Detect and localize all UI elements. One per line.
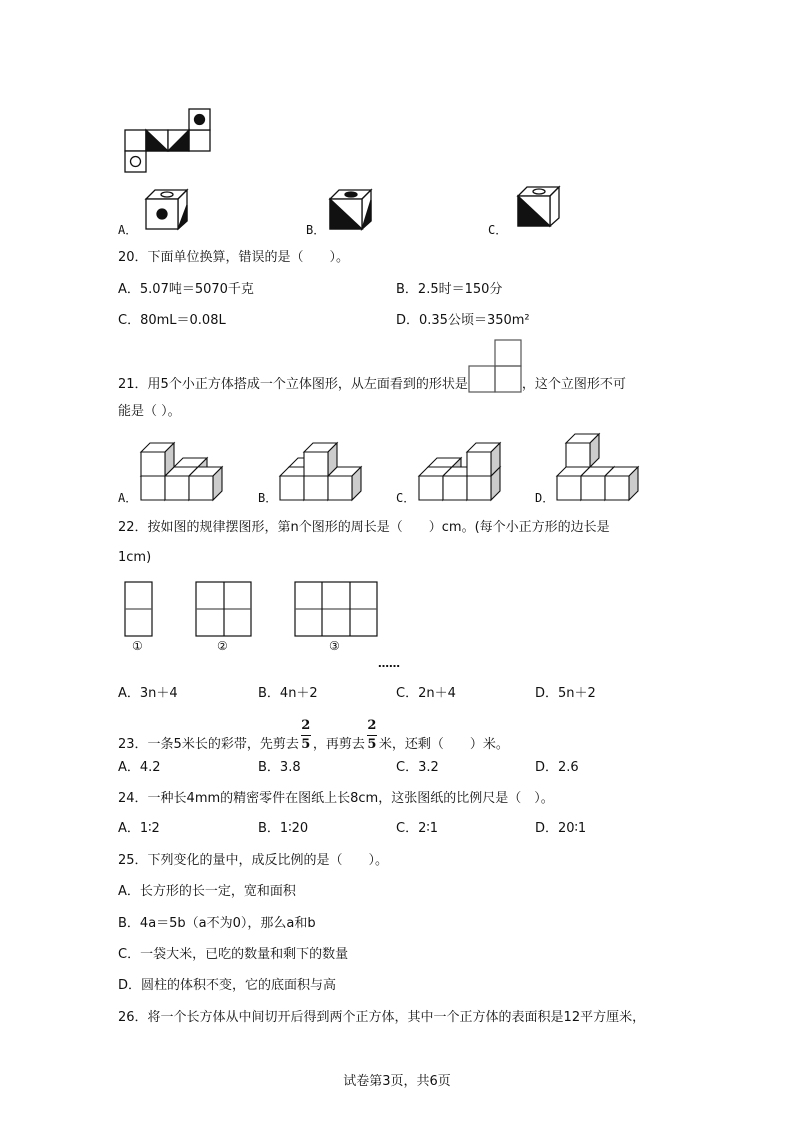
q21-option-a[interactable]: A． — [118, 491, 138, 505]
q21-option-d[interactable]: D． — [535, 491, 555, 505]
q25-option-b[interactable]: B．4a＝5b（a不为0），那么a和b — [118, 916, 316, 931]
fraction-2-5: $\frac{2}{5}$ — [367, 718, 377, 752]
cube — [328, 467, 361, 500]
page-footer: 试卷第3页，共6页 — [343, 1074, 451, 1089]
q22-option-c[interactable]: C．2n＋4 — [396, 686, 456, 701]
q23-option-d[interactable]: D．2.6 — [535, 760, 579, 775]
ellipsis: …… — [378, 657, 400, 670]
q22-stem: 22．按如图的规律摆图形，第n个图形的周长是（ ）cm。(每个小正方形的边长是 — [118, 520, 610, 535]
q23-stem-a: 23．一条5米长的彩带，先剪去 — [118, 737, 299, 752]
cube — [189, 467, 222, 500]
q19-option-c[interactable]: C． — [488, 223, 508, 237]
q26-stem: 26．将一个长方体从中间切开后得到两个正方体，其中一个正方体的表面积是12平方厘米， — [118, 1010, 646, 1025]
q19-option-a[interactable]: A． — [118, 223, 138, 237]
q20-option-c[interactable]: C．80mL＝0.08L — [118, 313, 226, 328]
q21-stem — [118, 339, 626, 393]
q23-option-c[interactable]: C．3.2 — [396, 760, 439, 775]
q21-option-b[interactable]: B． — [258, 491, 278, 505]
q20-option-d[interactable]: D．0.35公顷＝350m² — [396, 313, 530, 328]
cube — [304, 443, 337, 476]
q22-stem-cont: 1cm) — [118, 550, 152, 565]
left-view-figure — [468, 339, 522, 393]
figure-label-1: ① — [132, 639, 143, 653]
q22-pattern-figures — [0, 0, 1, 1]
q20-stem: 20．下面单位换算，错误的是（ ）。 — [118, 250, 350, 265]
q24-option-b[interactable]: B．1∶20 — [258, 821, 309, 836]
q25-option-a[interactable]: A．长方形的长一定，宽和面积 — [118, 884, 296, 899]
q19-option-b[interactable]: B． — [306, 223, 326, 237]
q24-option-d[interactable]: D．20∶1 — [535, 821, 587, 836]
fraction-2-5: $\frac{2}{5}$ — [301, 718, 311, 752]
q20-option-b[interactable]: B．2.5时＝150分 — [396, 282, 503, 297]
q24-stem: 24．一种长4mm的精密零件在图纸上长8cm，这张图纸的比例尺是（ ）。 — [118, 791, 554, 806]
q23-stem-b: ，再剪去 — [312, 737, 365, 752]
q23-stem-c: 米，还剩（ ）米。 — [378, 737, 509, 752]
q21-stem-a: 21．用5个小正方体搭成一个立体图形，从左面看到的形状是 — [118, 377, 468, 392]
cube — [566, 434, 599, 467]
q24-option-c[interactable]: C．2∶1 — [396, 821, 439, 836]
q23-option-b[interactable]: B．3.8 — [258, 760, 301, 775]
cube — [605, 467, 638, 500]
q21-stem-b: ，这个立图形不可 — [521, 377, 626, 392]
q22-option-a[interactable]: A．3n＋4 — [118, 686, 178, 701]
figure-label-2: ② — [217, 639, 228, 653]
q23-stem — [118, 718, 509, 753]
q21-stem-cont: 能是（ ）。 — [118, 404, 181, 419]
q25-option-c[interactable]: C．一袋大米，已吃的数量和剩下的数量 — [118, 947, 349, 962]
q22-option-b[interactable]: B．4n＋2 — [258, 686, 318, 701]
q22-option-d[interactable]: D．5n＋2 — [535, 686, 596, 701]
q20-option-a[interactable]: A．5.07吨＝5070千克 — [118, 282, 254, 297]
q25-option-d[interactable]: D．圆柱的体积不变，它的底面积与高 — [118, 978, 337, 993]
figure-label-3: ③ — [329, 639, 340, 653]
q21-option-c[interactable]: C． — [396, 491, 416, 505]
cube — [467, 443, 500, 476]
cube — [141, 443, 174, 476]
q25-stem: 25．下列变化的量中，成反比例的是（ ）。 — [118, 853, 389, 868]
q23-option-a[interactable]: A．4.2 — [118, 760, 161, 775]
q24-option-a[interactable]: A．1∶2 — [118, 821, 160, 836]
